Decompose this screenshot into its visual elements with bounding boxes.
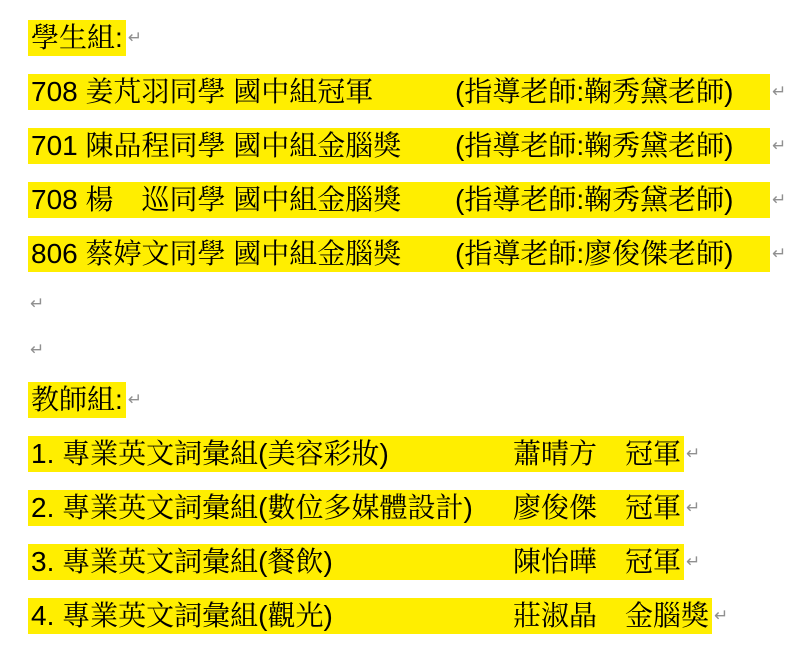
- paragraph-mark-icon: ↵: [686, 498, 701, 517]
- empty-paragraph: [28, 290, 800, 318]
- student-info: 701 陳品程同學 國中組金腦獎: [31, 130, 402, 161]
- student-section-heading-line: [28, 20, 800, 56]
- award-name: 冠軍: [625, 492, 682, 523]
- paragraph-mark-icon: ↵: [127, 28, 143, 47]
- award-name: 冠軍: [625, 438, 682, 469]
- paragraph-mark-icon: ↵: [686, 552, 701, 571]
- advisor-info: (指導老師:鞠秀黛老師): [455, 130, 734, 161]
- student-award-row: [28, 74, 800, 110]
- teacher-award-row: [28, 490, 800, 526]
- paragraph-mark-icon: ↵: [772, 136, 787, 155]
- teacher-name: 陳怡曄: [513, 546, 598, 577]
- paragraph-mark-icon: ↵: [30, 294, 45, 313]
- student-award-row: [28, 182, 800, 218]
- paragraph-mark-icon: ↵: [686, 444, 701, 463]
- teacher-award-row: [28, 598, 800, 634]
- student-award-row-highlight: [28, 74, 770, 110]
- student-info: 806 蔡婷文同學 國中組金腦獎: [31, 238, 402, 269]
- student-info: 708 楊 巡同學 國中組金腦獎: [31, 184, 402, 215]
- student-award-row: [28, 236, 800, 272]
- paragraph-mark-icon: ↵: [772, 190, 787, 209]
- teacher-award-row-highlight: [28, 436, 684, 472]
- teacher-name: 莊淑晶: [513, 600, 598, 631]
- competition-category: 3. 專業英文詞彙組(餐飲): [31, 546, 333, 577]
- teacher-award-row-highlight: [28, 598, 712, 634]
- student-section-heading: 學生組:: [28, 20, 126, 56]
- empty-paragraph: [28, 336, 800, 364]
- teacher-award-row: [28, 544, 800, 580]
- paragraph-mark-icon: ↵: [772, 82, 787, 101]
- student-award-row-highlight: [28, 182, 770, 218]
- advisor-info: (指導老師:鞠秀黛老師): [455, 184, 734, 215]
- award-name: 金腦獎: [625, 600, 710, 631]
- teacher-section-heading: 教師組:: [28, 382, 126, 418]
- paragraph-mark-icon: ↵: [127, 390, 143, 409]
- teacher-name: 廖俊傑: [513, 492, 598, 523]
- competition-category: 4. 專業英文詞彙組(觀光): [31, 600, 333, 631]
- advisor-info: (指導老師:廖俊傑老師): [455, 238, 734, 269]
- student-award-row-highlight: [28, 128, 770, 164]
- student-award-row-highlight: [28, 236, 770, 272]
- teacher-award-row: [28, 436, 800, 472]
- paragraph-mark-icon: ↵: [30, 340, 45, 359]
- teacher-award-row-highlight: [28, 544, 684, 580]
- advisor-info: (指導老師:鞠秀黛老師): [455, 76, 734, 107]
- paragraph-mark-icon: ↵: [714, 606, 729, 625]
- teacher-award-row-highlight: [28, 490, 684, 526]
- competition-category: 1. 專業英文詞彙組(美容彩妝): [31, 438, 389, 469]
- student-info: 708 姜芃羽同學 國中組冠軍: [31, 76, 374, 107]
- teacher-name: 蕭晴方: [513, 438, 598, 469]
- student-award-row: [28, 128, 800, 164]
- competition-category: 2. 專業英文詞彙組(數位多媒體設計): [31, 492, 473, 523]
- paragraph-mark-icon: ↵: [772, 244, 787, 263]
- teacher-section-heading-line: [28, 382, 800, 418]
- award-name: 冠軍: [625, 546, 682, 577]
